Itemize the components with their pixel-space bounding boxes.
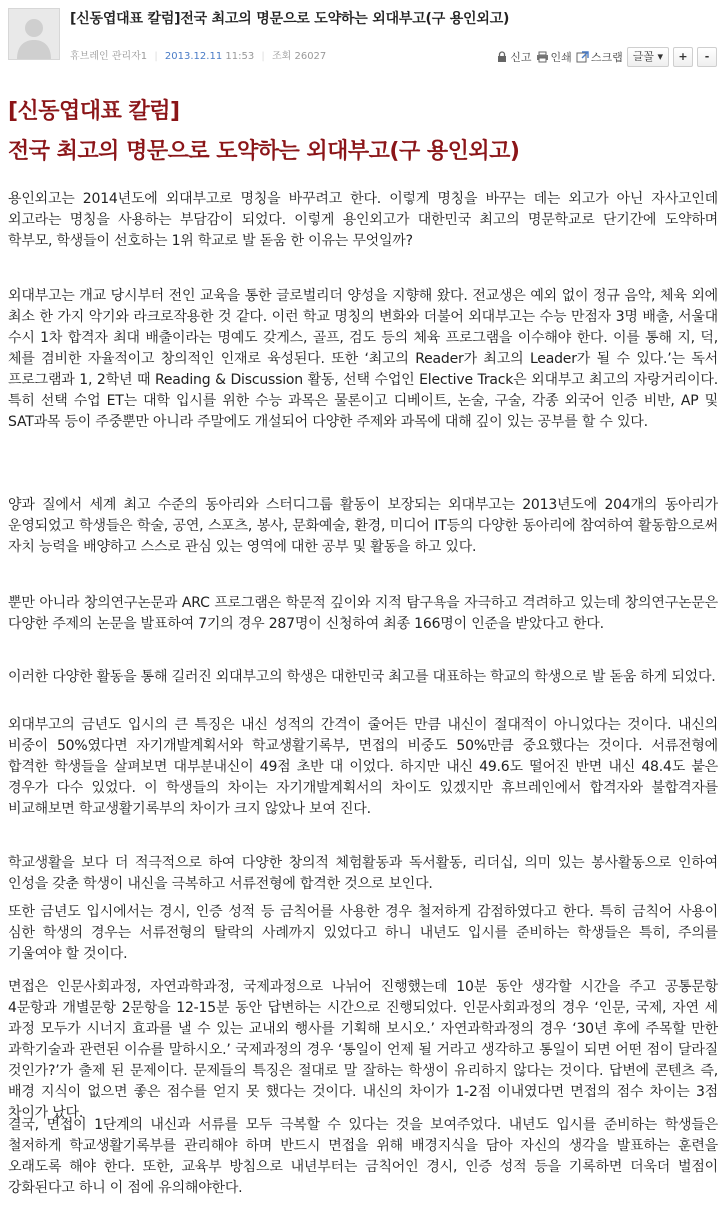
lock-icon: [496, 51, 508, 63]
article-category-title: [신동엽대표 칼럼]: [8, 99, 180, 124]
divider: |: [154, 51, 158, 62]
article-paragraph: 외대부고의 금년도 입시의 큰 특징은 내신 성적의 간격이 줄어든 만큼 내신이 절대적이 아니었다는 것이다. 내신의 비중이 50%였다면 자기개발계획서와 학교생활기록부, 면접의 비중도 50%만큼 중요했다는 것이다. 서류전형에 합격한 학생들을 살펴보면 대부분내신이 49점 초반 대 이었다. 하지만 내신 49.6도 떨어진 반면 내신 48.4도 붙은 경우가 다수 있었다. 이 학생들의 차이는 자기개발계획서의 차이도 있겠지만 휴브레인에서 합격자와 불합격자를 비교해보면 학교생활기록부의 차이가 크지 않았나 보여 진다.: [8, 717, 718, 817]
printer-icon: [536, 51, 549, 63]
article-paragraph: 학교생활을 보다 더 적극적으로 하여 다양한 창의적 체험활동과 독서활동, 리더십, 의미 있는 봉사활동으로 인하여 인성을 갖춘 학생이 내신을 극복하고 서류전형에 합격한 것으로 보인다.: [8, 855, 718, 892]
views-label: 조회: [271, 51, 292, 62]
chevron-down-icon: ▾: [657, 50, 663, 63]
article-headline: 전국 최고의 명문으로 도약하는 외대부고(구 용인외고): [8, 139, 520, 164]
author-name[interactable]: 휴브레인 관리자1: [70, 51, 148, 62]
article-paragraph: 뿐만 아니라 창의연구논문과 ARC 프로그램은 학문적 깊이와 지적 탐구욕을 자극하고 격려하고 있는데 창의연구논문은 다양한 주제의 논문을 발표하여 7기의 경우 287명이 신청하여 최종 166명이 인준을 받았다고 한다.: [8, 595, 718, 632]
post-actions: [496, 47, 717, 67]
post-header: [0, 0, 725, 72]
font-select-button[interactable]: [627, 47, 669, 67]
divider: |: [261, 51, 265, 62]
scrap-icon: [576, 51, 589, 63]
post-meta: [70, 47, 326, 62]
article-paragraph: 양과 질에서 세계 최고 수준의 동아리와 스터디그룹 활동이 보장되는 외대부고는 2013년도에 204개의 동아리가 운영되었고 학생들은 학술, 공연, 스포츠, 봉사, 문화예술, 환경, 미디어 IT등의 다양한 동아리에 참여하여 활동함으로써 자치 능력을 배양하고 스스로 관심 있는 영역에 대한 공부 및 활동을 하고 있다.: [8, 497, 718, 555]
print-label: 인쇄: [550, 51, 572, 64]
post-date: 2013.12.11: [164, 51, 223, 62]
article-paragraph: 또한 금년도 입시에서는 경시, 인증 성적 등 금칙어를 사용한 경우 철저하게 감점하였다고 한다. 특히 금칙어 사용이 심한 학생의 경우는 서류전형의 탈락의 사례까지 있었다고 하니 내년도 입시를 준비하는 학생들은 특히, 주의를 기울여야 할 것이다.: [8, 904, 718, 962]
article-paragraph: 외대부고는 개교 당시부터 전인 교육을 통한 글로벌리더 양성을 지향해 왔다. 전교생은 예외 없이 정규 음악, 체육 외에 최소 한 가지 악기와 라크로작용한 것 같다. 이런 학교 명칭의 변화와 더불어 외대부고는 수능 만점자 3명 배출, 서울대 수시 1차 합격자 최대 배출이라는 명예도 갖게스, 골프, 검도 등의 체육 프로그램을 이수해야 한다. 이를 통해 지, 덕, 체를 겸비한 자율적이고 창의적인 인재로 육성된다. 또한 ‘최고의 Reader가 최고의 Leader가 될 수 있다.’는 독서 프로그램과 1, 2학년 때 Reading & Discussion 활동, 선택 수업인 Elective Track은 외대부고 최고의 자랑거리이다. 특히 선택 수업 ET는 대학 입시를 위한 수능 과목은 물론이고 디베이트, 논술, 구술, 각종 외국어 인증 비반, AP 및 SAT과목 등이 주중뿐만 아니라 주말에도 개설되어 다양한 주제와 과목에 대해 깊이 있는 공부를 할 수 있다.: [8, 288, 718, 430]
font-increase-button[interactable]: +: [673, 47, 693, 67]
report-label: 신고: [510, 51, 532, 64]
article-paragraph: 면접은 인문사회과정, 자연과학과정, 국제과정으로 나뉘어 진행했는데 10분 동안 생각할 시간을 주고 공통문항 4문항과 개별문항 2문항을 12-15분 동안 답변하는 시간으로 진행되었다. 인문사회과정의 경우 ‘인문, 국제, 자연 세 과정 모두가 시너지 효과를 낼 수 있는 교내외 행사를 기획해 보시오.’ 자연과학과정의 경우 ‘30년 후에 주목할 만한 과학기술과 관련된 이슈를 말하시오.’ 국제과정의 경우 ‘통일이 언제 될 거라고 생각하고 통일이 되면 어떤 점이 달라질 것인가?’가 출제 된 문제이다. 문제들의 특징은 절대로 말 잘하는 학생이 유리하지 않다는 것이다. 답변에 콘텐츠 즉, 배경 지식이 없으면 좋은 점수를 얻지 못 했다는 것이다. 내신의 차이가 1-2점 이내였다면 면접의 점수 차이는 3점 차이가 났다.: [8, 979, 718, 1121]
article-paragraph: 이러한 다양한 활동을 통해 길러진 외대부고의 학생은 대한민국 최고를 대표하는 학교의 학생으로 발 돋움 하게 되었다.: [8, 669, 716, 685]
font-decrease-button[interactable]: -: [697, 47, 717, 67]
user-silhouette-icon: [9, 9, 59, 59]
views-count: 26027: [294, 51, 327, 62]
article-paragraph: 용인외고는 2014년도에 외대부고로 명칭을 바꾸려고 한다. 이렇게 명칭을 바꾸는 데는 외고가 아닌 자사고인데 외고라는 명칭을 사용하는 부담감이 되었다. 이렇게 용인외고가 대한민국 최고의 명문학교로 단기간에 도약하며 학부모, 학생들이 선호하는 1위 학교로 발 돋움 한 이유는 무엇일까?: [8, 191, 718, 249]
scrap-button[interactable]: [576, 49, 623, 65]
report-button[interactable]: [496, 49, 531, 65]
print-button[interactable]: [536, 49, 572, 65]
article-paragraph: 결국, 면접이 1단계의 내신과 서류를 모두 극복할 수 있다는 것을 보여주었다. 내년도 입시를 준비하는 학생들은 철저하게 학교생활기록부를 관리해야 하며 반드시 면접을 위해 배경지식을 담아 자신의 생각을 발표하는 훈련을 오래도록 해야 한다. 또한, 교육부 방침으로 내년부터는 금칙어인 경시, 인증 성적 등을 기록하면 더욱더 벌점이 강화된다고 하니 이 점에 유의해야한다.: [8, 1117, 718, 1196]
post-title: [신동엽대표 칼럼]전국 최고의 명문으로 도약하는 외대부고(구 용인외고): [70, 11, 510, 27]
post-time: 11:53: [225, 51, 255, 62]
font-label: 글꼴: [632, 50, 654, 63]
avatar[interactable]: [8, 8, 60, 60]
scrap-label: 스크랩: [590, 51, 623, 64]
